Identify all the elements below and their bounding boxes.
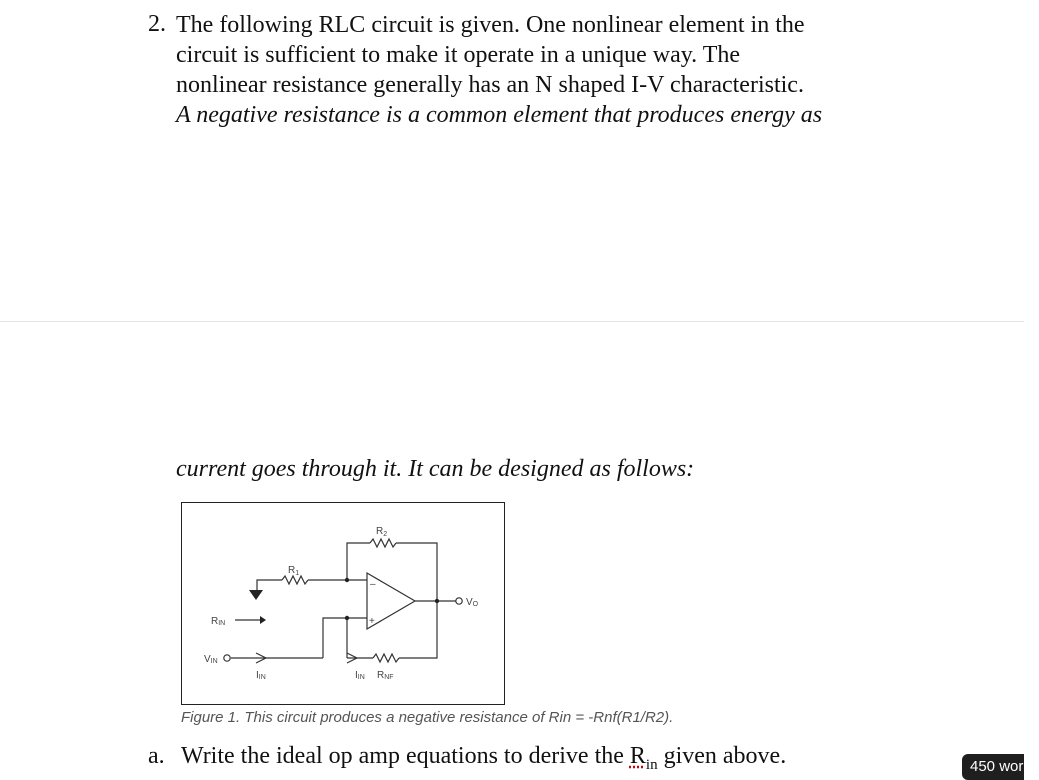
r2-label: $R_2$ — [376, 526, 388, 538]
rnf-wire-right — [399, 601, 437, 658]
word-count-badge[interactable]: 450 words — [962, 754, 1024, 780]
vin-terminal — [224, 655, 230, 661]
op-amp-plus-label: + — [369, 616, 375, 627]
noninv-wire — [323, 618, 367, 658]
page-break-divider — [0, 321, 1024, 322]
figure-caption: Figure 1. This circuit produces a negative resistance of Rin = -Rnf(R1/R2). — [181, 709, 674, 726]
vin-label: VIN — [204, 654, 218, 665]
sub-question-marker: a. — [148, 743, 165, 769]
node-dot-inv — [345, 578, 349, 582]
question-continuation: current goes through it. It can be designed as follows: — [176, 456, 695, 482]
rin-subscript: in — [645, 756, 658, 773]
iin-right-label: IIN — [355, 670, 365, 681]
rin-label: RIN — [211, 616, 226, 627]
rin-arrow-head — [260, 616, 266, 624]
r1-resistor — [282, 576, 308, 584]
node-dot-noninv — [345, 616, 349, 620]
question-line-2: circuit is sufficient to make it operate in a unique way. The — [176, 42, 741, 68]
r1-wire-left — [257, 580, 282, 596]
vo-label: VO — [466, 597, 479, 608]
node-dot-output — [435, 599, 439, 603]
r2-wire-right — [396, 543, 437, 601]
vo-terminal — [456, 598, 462, 604]
question-number: 2. — [148, 11, 166, 37]
rin-symbol[interactable] — [629, 743, 658, 773]
page-top-section — [0, 0, 1024, 320]
sub-question-a — [148, 743, 786, 774]
question-line-4: A negative resistance is a common element that produces energy as — [176, 102, 823, 128]
op-amp-minus-label: – — [370, 579, 376, 590]
rin-main: R — [629, 743, 646, 769]
r1-label: $R_1$ — [288, 565, 300, 577]
circuit-diagram — [182, 503, 506, 706]
question-line-1: The following RLC circuit is given. One nonlinear element in the — [176, 12, 805, 38]
iin-left-label: IIN — [256, 670, 266, 681]
rnf-label: RNF — [377, 670, 394, 681]
input-arrow-head — [249, 590, 263, 600]
r2-resistor — [370, 539, 396, 547]
question-line-3: nonlinear resistance generally has an N shaped I-V characteristic. — [176, 72, 804, 98]
sub-question-text-after: given above. — [657, 743, 787, 769]
sub-question-text-before: Write the ideal op amp equations to derive the — [181, 743, 630, 769]
rnf-resistor — [373, 654, 399, 662]
circuit-figure[interactable] — [181, 502, 505, 705]
